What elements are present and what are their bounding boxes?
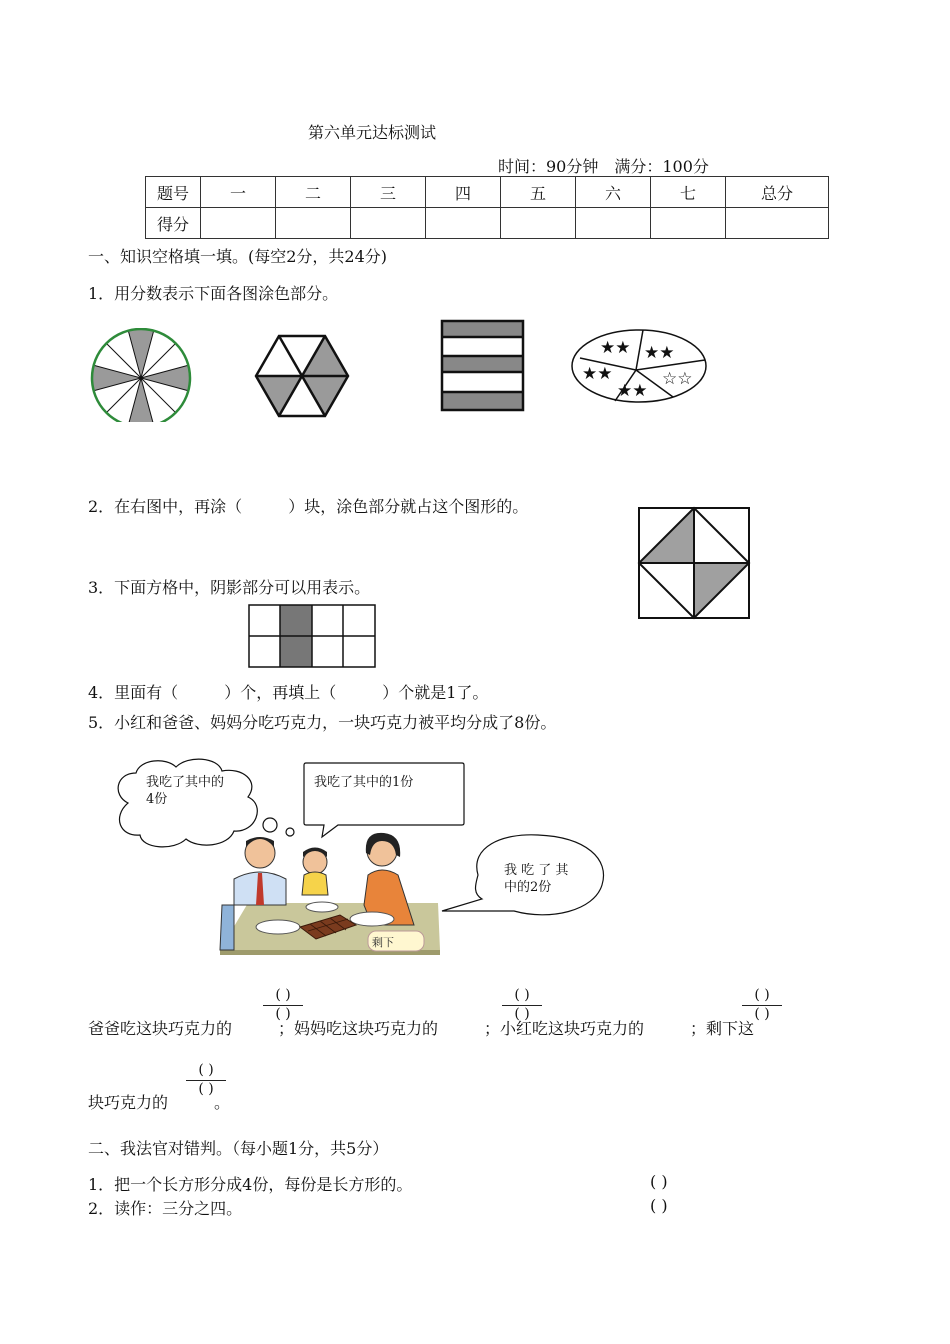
ellipse-stars-figure <box>570 328 710 404</box>
fraction-denominator[interactable]: ( ) <box>275 1006 291 1022</box>
striped-rectangle-figure <box>440 319 526 413</box>
score-cell[interactable] <box>426 208 501 239</box>
fraction-numerator[interactable]: ( ) <box>502 987 542 1006</box>
judge-question-2: 2．读作：三分之四。 <box>88 1199 243 1218</box>
girl-bubble-text: 我吃了其中的1份 <box>314 775 414 790</box>
time-info: 时间：90分钟 满分：100分 <box>498 157 709 176</box>
judge-question-1: 1．把一个长方形分成4份，每份是长方形的。 <box>88 1175 413 1194</box>
answer-leftover-label-2: 块巧克力的 <box>88 1093 169 1112</box>
svg-text:★★: ★★ <box>617 381 648 401</box>
answer-girl-label: ；小红吃这块巧克力的 <box>484 1019 645 1038</box>
question-5-text: 5．小红和爸爸、妈妈分吃巧克力，一块巧克力被平均分成了8份。 <box>88 713 557 732</box>
score-table-col-1: 一 <box>201 177 276 208</box>
score-table-col-total: 总分 <box>726 177 829 208</box>
hexagon-fraction-figure <box>252 333 352 419</box>
fraction-denominator[interactable]: ( ) <box>754 1006 770 1022</box>
score-cell[interactable] <box>576 208 651 239</box>
score-cell[interactable] <box>726 208 829 239</box>
answer-line-1 <box>88 1016 754 1039</box>
answer-leftover-label: ；剩下这 <box>690 1019 755 1038</box>
question-2-text-b: ）块，涂色部分就占这个图形的。 <box>288 497 529 516</box>
judge-answer-1[interactable]: ( ) <box>650 1172 668 1191</box>
mom-bubble-text: 我 吃 了 其中的2份 <box>504 863 569 895</box>
answer-mom-label: ；妈妈吃这块巧克力的 <box>278 1019 439 1038</box>
question-1-text: 1．用分数表示下面各图涂色部分。 <box>88 284 339 303</box>
svg-text:★★: ★★ <box>600 338 631 358</box>
fraction-denominator[interactable]: ( ) <box>514 1006 530 1022</box>
section2-heading: 二、我法官对错判。（每小题1分，共5分） <box>88 1139 389 1158</box>
score-cell[interactable] <box>351 208 426 239</box>
circle-fraction-figure <box>88 328 196 424</box>
score-table <box>145 176 829 239</box>
svg-text:★★: ★★ <box>582 364 613 384</box>
question-2-text-a: 2．在右图中，再涂（ <box>88 497 243 516</box>
answer-end: 。 <box>214 1093 231 1112</box>
fraction-numerator[interactable]: ( ) <box>742 987 782 1006</box>
score-cell[interactable] <box>276 208 351 239</box>
page-title: 第六单元达标测试 <box>308 123 437 142</box>
fraction-numerator[interactable]: ( ) <box>263 987 303 1006</box>
question-4-text <box>88 680 488 703</box>
dad-bubble-text: 我吃了其中的4份 <box>146 775 225 807</box>
score-table-col-2: 二 <box>276 177 351 208</box>
score-table-score-label: 得分 <box>146 208 201 239</box>
svg-text:★★: ★★ <box>644 343 675 363</box>
score-cell[interactable] <box>501 208 576 239</box>
score-table-col-4: 四 <box>426 177 501 208</box>
score-cell[interactable] <box>651 208 726 239</box>
square-diamond-figure <box>637 506 751 620</box>
fraction-blank-leftover[interactable] <box>186 1062 226 1099</box>
score-table-col-7: 七 <box>651 177 726 208</box>
question-4-text-b: ）个，再填上（ <box>224 683 337 702</box>
section1-heading: 一、知识空格填一填。(每空2分，共24分) <box>88 247 388 266</box>
fraction-denominator[interactable]: ( ) <box>198 1081 214 1097</box>
fraction-numerator[interactable]: ( ) <box>186 1062 226 1081</box>
question-2-text <box>88 494 528 517</box>
fraction-blank-dad[interactable] <box>263 987 303 1024</box>
score-table-header-label: 题号 <box>146 177 201 208</box>
question-4-text-a: 4．里面有（ <box>88 683 179 702</box>
judge-answer-2[interactable]: ( ) <box>650 1196 668 1215</box>
question-3-text: 3．下面方格中，阴影部分可以用表示。 <box>88 578 371 597</box>
score-table-header-row <box>146 177 829 208</box>
score-table-score-row <box>146 208 829 239</box>
fraction-blank-mom[interactable] <box>502 987 542 1024</box>
grid-fraction-figure <box>247 603 377 669</box>
score-table-col-3: 三 <box>351 177 426 208</box>
question-4-text-c: ）个就是1了。 <box>382 683 489 702</box>
score-table-col-5: 五 <box>501 177 576 208</box>
answer-dad-label: 爸爸吃这块巧克力的 <box>88 1019 233 1038</box>
leftover-sign-text: 剩下 <box>372 936 394 949</box>
fraction-blank-girl[interactable] <box>742 987 782 1024</box>
score-cell[interactable] <box>201 208 276 239</box>
score-table-col-6: 六 <box>576 177 651 208</box>
svg-text:☆☆: ☆☆ <box>662 369 693 389</box>
